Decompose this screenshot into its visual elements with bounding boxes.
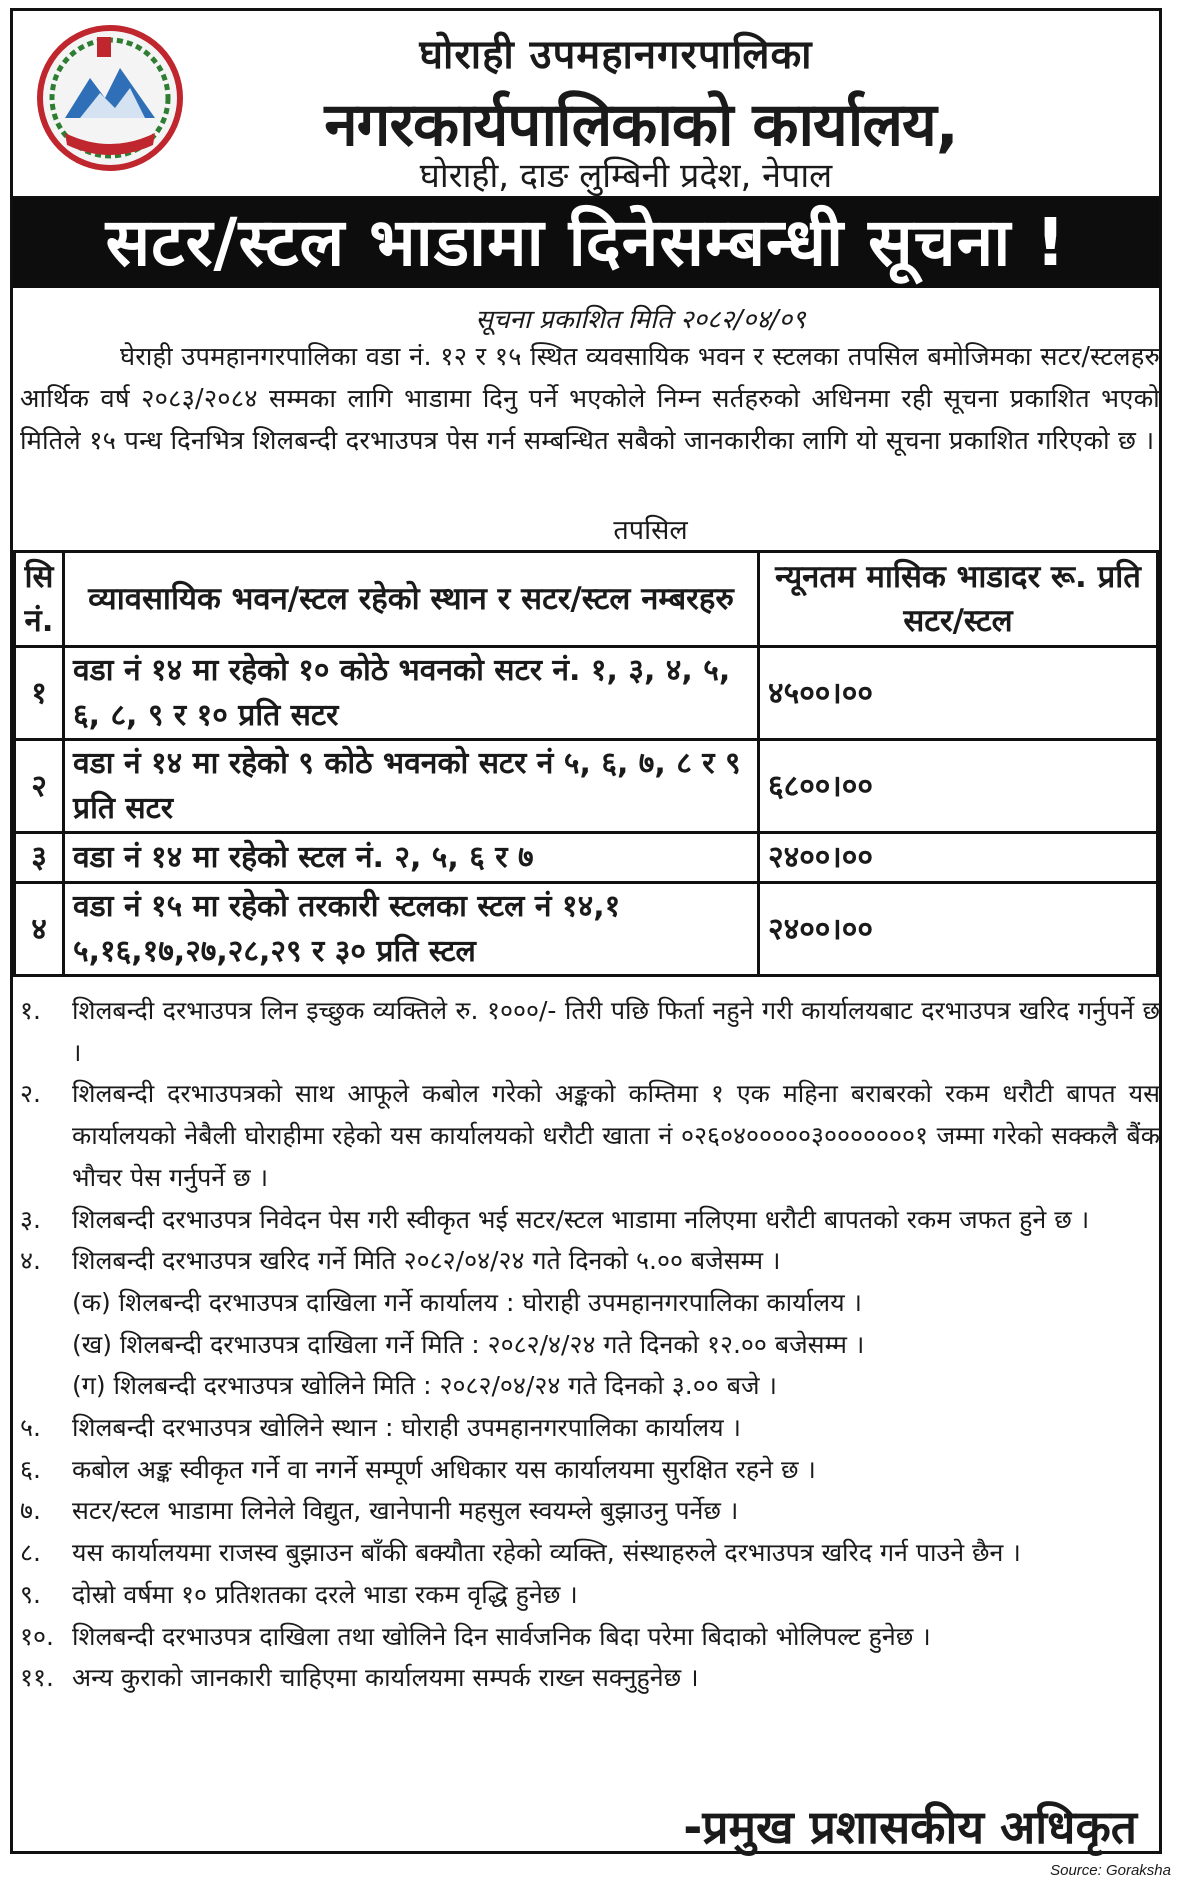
schedule-heading: तपसिल — [613, 515, 688, 546]
condition-text: दोस्रो वर्षमा १० प्रतिशतका दरले भाडा रकम वृद्धि हुनेछ । — [72, 1579, 578, 1609]
list-item — [20, 1657, 1160, 1699]
condition-number: ११. — [20, 1663, 54, 1693]
condition-text: शिलबन्दी दरभाउपत्र निवेदन पेस गरी स्वीकृत भई सटर/स्टल भाडामा नलिएमा धरौटी बापतको रकम जफत हुने छ । — [72, 1204, 1090, 1234]
condition-number: ८. — [20, 1538, 41, 1568]
row-serial: २ — [15, 740, 64, 833]
source-credit: Source: Goraksha — [1050, 1862, 1171, 1879]
municipality-name: घोराही उपमहानगरपालिका — [419, 32, 813, 78]
table-row — [15, 833, 1158, 883]
table-row — [15, 740, 1158, 833]
condition-number: १. — [20, 996, 41, 1025]
row-rent: ६८००।०० — [759, 740, 1158, 833]
condition-text: शिलबन्दी दरभाउपत्र खरिद गर्ने मिति २०८२/०४/२४ गते दिनको ५.०० बजेसम्म । — [72, 1246, 781, 1276]
row-rent: २४००।०० — [759, 833, 1158, 883]
intro-paragraph: घेराही उपमहानगरपालिका वडा नं. १२ र १५ स्थित व्यवसायिक भवन र स्टलका तपसिल बमोजिमका सटर/स्टलहरु आर्थिक वर्ष २०८३/२०८४ सम्मका लागि भाडामा दिनु पर्ने भएकोले निम्न सर्तहरुको अधिनमा रही सूचना प्रकाशित भएको मितिले १५ पन्ध दिनभित्र शिलबन्दी दरभाउपत्र पेस गर्न सम्बन्धित सबैको जानकारीका लागि यो सूचना प्रकाशित गरिएको छ । — [20, 342, 1160, 456]
list-item — [20, 990, 1160, 1073]
condition-number: २. — [20, 1079, 41, 1109]
list-item — [20, 1616, 1160, 1658]
list-item — [20, 1407, 1160, 1449]
signatory-title: -प्रमुख प्रशासकीय अधिकृत — [683, 1800, 1137, 1854]
condition-number: ४. — [20, 1246, 41, 1276]
sub-condition: (क) शिलबन्दी दरभाउपत्र दाखिला गर्ने कार्यालय : घोराही उपमहानगरपालिका कार्यालय । — [72, 1287, 862, 1317]
list-item — [20, 1199, 1160, 1241]
stall-rent-table — [13, 550, 1159, 977]
list-item — [20, 1449, 1160, 1491]
notice-title-banner: सटर/स्टल भाडामा दिनेसम्बन्धी सूचना ! — [13, 198, 1159, 288]
condition-number: ३. — [20, 1204, 41, 1234]
list-item — [20, 1574, 1160, 1616]
list-item — [20, 1490, 1160, 1532]
sub-condition: (ग) शिलबन्दी दरभाउपत्र खोलिने मिति : २०८२/०४/२४ गते दिनको ३.०० बजे । — [72, 1371, 777, 1401]
list-item — [20, 1073, 1160, 1198]
condition-number: ९. — [20, 1579, 41, 1609]
row-rent: ४५००।०० — [759, 647, 1158, 740]
condition-text: शिलबन्दी दरभाउपत्र खोलिने स्थान : घोराही उपमहानगरपालिका कार्यालय । — [72, 1413, 742, 1443]
condition-text: शिलबन्दी दरभाउपत्र दाखिला तथा खोलिने दिन सार्वजनिक बिदा परेमा बिदाको भोलिपल्ट हुनेछ । — [72, 1621, 931, 1651]
row-location: वडा नं १४ मा रहेको स्टल नं. २, ५, ६ र ७ — [64, 833, 759, 883]
row-serial: ३ — [15, 833, 64, 883]
condition-text: कबोल अङ्क स्वीकृत गर्ने वा नगर्ने सम्पूर्ण अधिकार यस कार्यालयमा सुरक्षित रहने छ । — [72, 1454, 816, 1484]
condition-number: ६. — [20, 1454, 41, 1484]
condition-text: यस कार्यालयमा राजस्व बुझाउन बाँकी बक्यौता रहेको व्यक्ति, संस्थाहरुले दरभाउपत्र खरिद गर्न पाउने छैन । — [72, 1538, 1021, 1568]
condition-text: अन्य कुराको जानकारी चाहिएमा कार्यालयमा सम्पर्क राख्न सक्नुहुनेछ । — [72, 1663, 699, 1693]
list-item — [20, 1240, 1160, 1282]
table-header-row — [15, 552, 1158, 647]
condition-text: शिलबन्दी दरभाउपत्र लिन इच्छुक व्यक्तिले रु. १०००/- तिरी पछि फिर्ता नहुने गरी कार्यालयबाट दरभाउपत्र खरिद गर्नुपर्ने छ । — [72, 996, 1160, 1067]
letterhead — [13, 11, 1159, 199]
condition-number: १०. — [20, 1621, 54, 1651]
condition-number: ५. — [20, 1413, 41, 1443]
table-row — [15, 883, 1158, 976]
sub-condition: (ख) शिलबन्दी दरभाउपत्र दाखिला गर्ने मिति : २०८२/४/२४ गते दिनको १२.०० बजेसम्म । — [72, 1329, 865, 1359]
row-location: वडा नं १४ मा रहेको ९ कोठे भवनको सटर नं ५, ६, ७, ८ र ९ प्रति सटर — [64, 740, 759, 833]
row-serial: ४ — [15, 883, 64, 976]
row-rent: २४००।०० — [759, 883, 1158, 976]
conditions-list — [20, 990, 1160, 1699]
header-serial: सि नं. — [15, 552, 64, 647]
header-location: व्यावसायिक भवन/स्टल रहेको स्थान र सटर/स्टल नम्बरहरु — [64, 552, 759, 647]
office-address: घोराही, दाङ लुम्बिनी प्रदेश, नेपाल — [419, 156, 833, 196]
row-serial: १ — [15, 647, 64, 740]
publication-date: सूचना प्रकाशित मिति २०८२/०४/०९ — [475, 305, 806, 335]
condition-number: ७. — [20, 1496, 41, 1526]
table-row — [15, 647, 1158, 740]
condition-text: शिलबन्दी दरभाउपत्रको साथ आफूले कबोल गरेको अङ्कको कम्तिमा १ एक महिना बराबरको रकम धरौटी बापत यस कार्यालयको नेबैली घोराहीमा रहेको यस कार्यालयको धरौटी खाता नं ०२६०४०००००३०००००००१ जम्मा गरेको सक्कलै बैंक भौचर पेस गर्नुपर्ने छ । — [72, 1079, 1160, 1192]
row-location: वडा नं १४ मा रहेको १० कोठे भवनको सटर नं. १, ३, ४, ५, ६, ८, ९ र १० प्रति सटर — [64, 647, 759, 740]
list-item — [20, 1532, 1160, 1574]
condition-text: सटर/स्टल भाडामा लिनेले विद्युत, खानेपानी महसुल स्वयम्ले बुझाउनु पर्नेछ । — [72, 1496, 739, 1526]
row-location: वडा नं १५ मा रहेको तरकारी स्टलका स्टल नं १४,१ ५,१६,१७,२७,२८,२९ र ३० प्रति स्टल — [64, 883, 759, 976]
office-name: नगरकार्यपालिकाको कार्यालय, — [324, 90, 958, 160]
header-rent: न्यूनतम मासिक भाडादर रू. प्रति सटर/स्टल — [759, 552, 1158, 647]
